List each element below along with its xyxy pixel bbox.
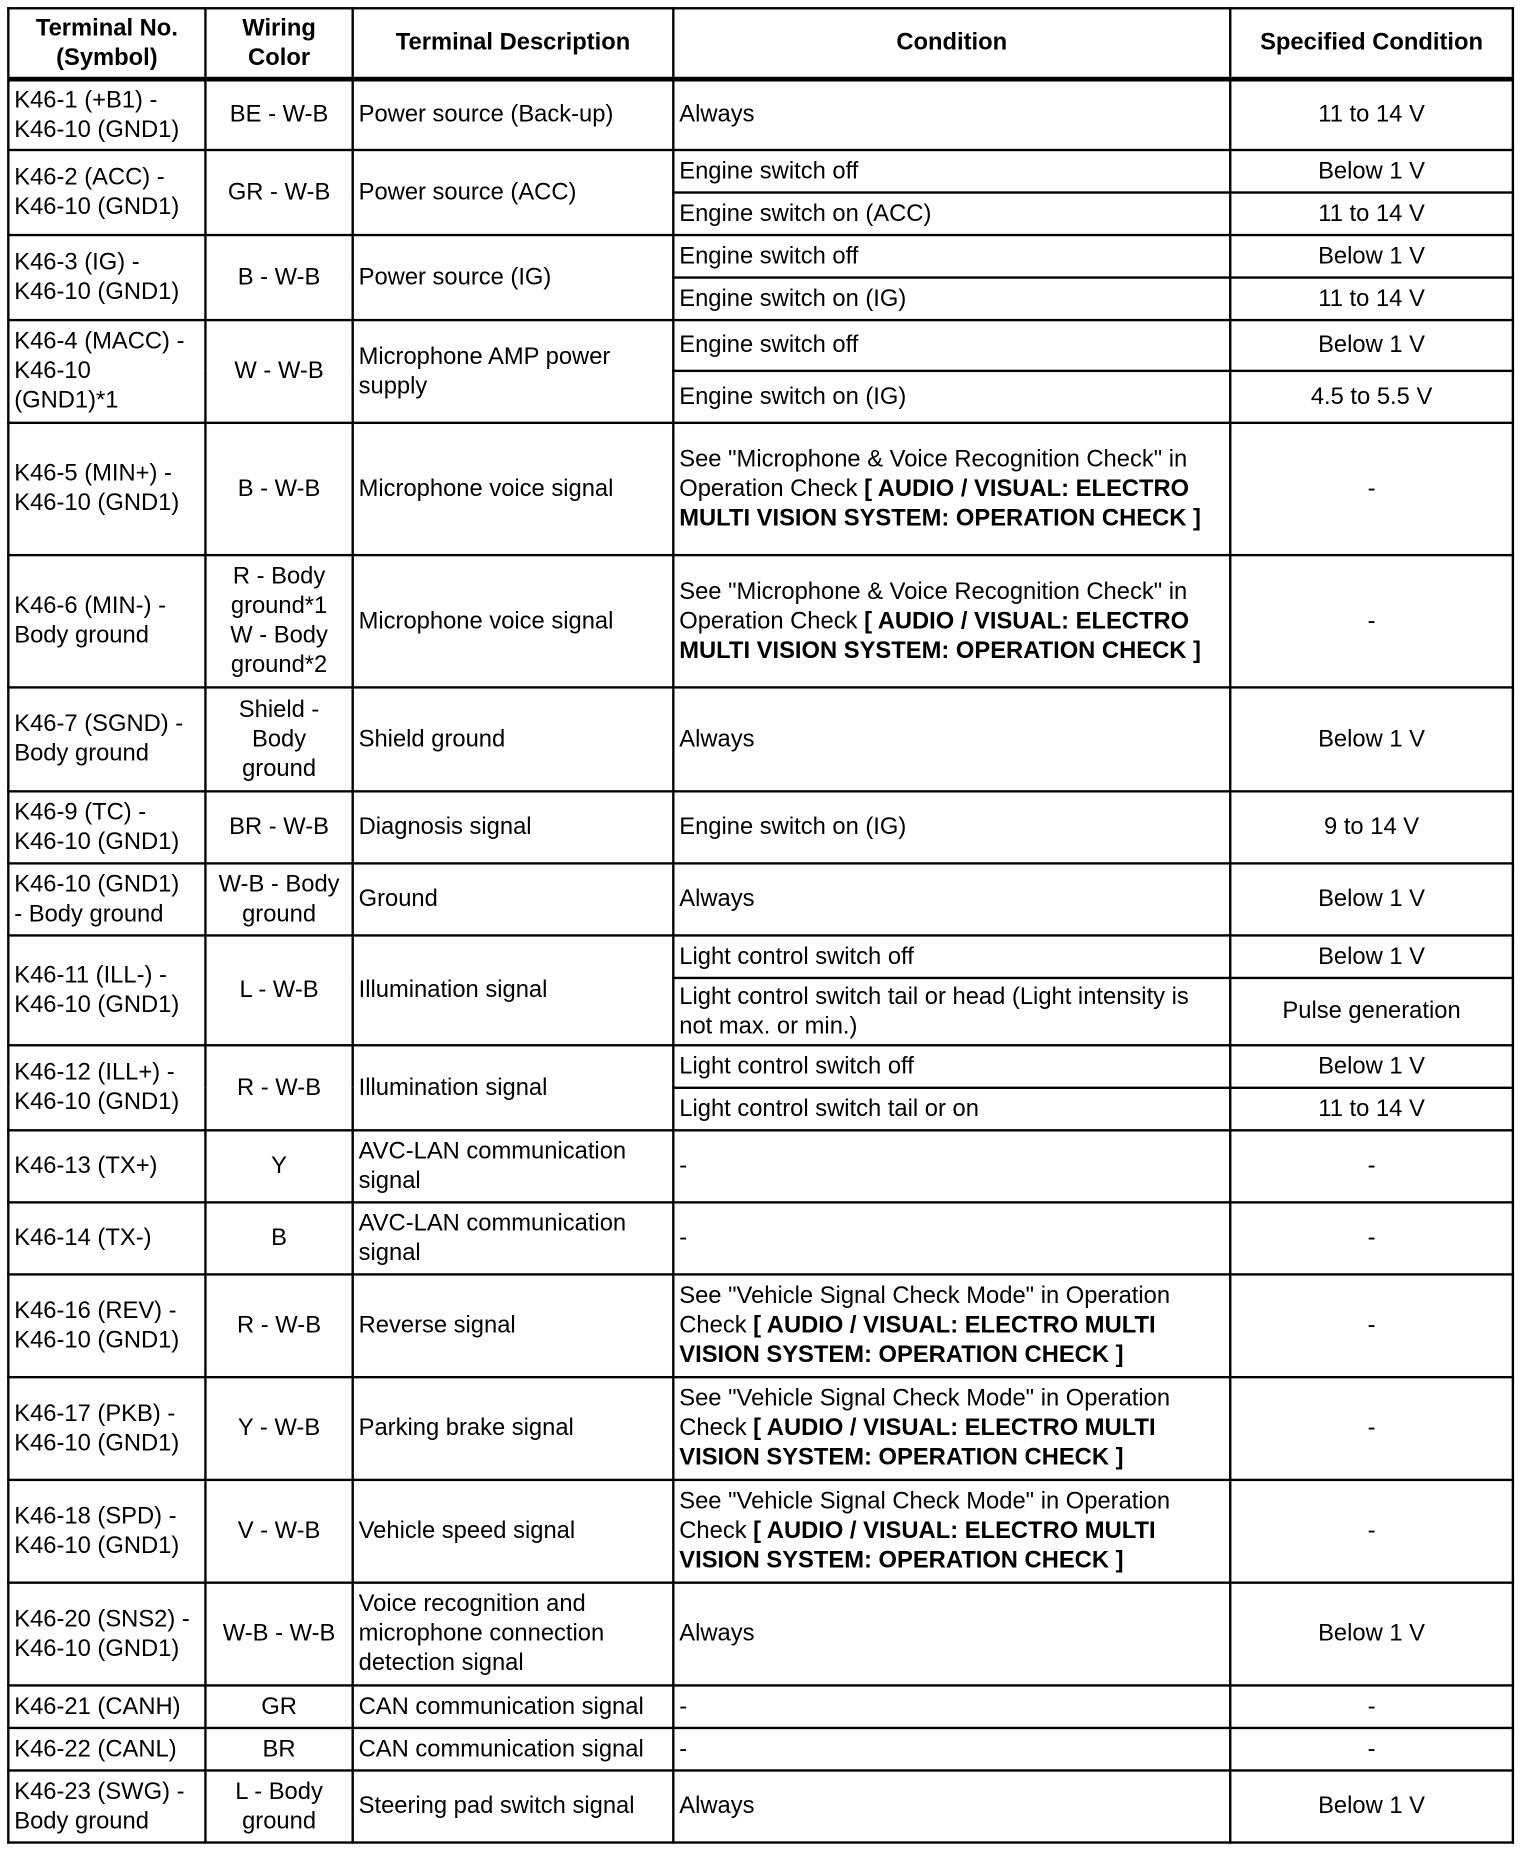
table-row (8, 320, 1513, 371)
cell-wiring-color: V - W-B (205, 1480, 352, 1583)
cell-condition (673, 193, 1230, 236)
operation-check-reference: [ AUDIO / VISUAL: ELECTRO MULTI VISION SYSTEM: OPERATION CHECK ] (679, 1414, 1156, 1471)
table-row (8, 1130, 1513, 1202)
table-row (8, 1377, 1513, 1480)
condition-text: - (679, 1152, 688, 1179)
cell-condition (673, 935, 1230, 978)
cell-terminal-description: Power source (Back-up) (353, 79, 674, 150)
cell-specified-condition: 11 to 14 V (1230, 1088, 1513, 1131)
cell-condition (673, 235, 1230, 278)
cell-terminal-description: Shield ground (353, 687, 674, 791)
table-row (8, 791, 1513, 863)
cell-condition (673, 978, 1230, 1045)
cell-wiring-color: Y (205, 1130, 352, 1202)
cell-condition (673, 371, 1230, 423)
condition-text: Always (679, 725, 755, 752)
cell-terminal: K46-5 (MIN+) - K46-10 (GND1) (8, 423, 205, 555)
cell-terminal: K46-17 (PKB) - K46-10 (GND1) (8, 1377, 205, 1480)
cell-terminal-description: Steering pad switch signal (353, 1770, 674, 1842)
cell-terminal: K46-9 (TC) - K46-10 (GND1) (8, 791, 205, 863)
cell-condition (673, 687, 1230, 791)
condition-text: - (679, 1224, 688, 1251)
condition-text: - (679, 1693, 688, 1720)
cell-wiring-color: Y - W-B (205, 1377, 352, 1480)
header-specified-condition: Specified Condition (1230, 8, 1513, 79)
operation-check-reference: [ AUDIO / VISUAL: ELECTRO MULTI VISION SYSTEM: OPERATION CHECK ] (679, 1517, 1156, 1574)
table-row (8, 235, 1513, 278)
cell-specified-condition: - (1230, 1274, 1513, 1377)
cell-condition (673, 1274, 1230, 1377)
condition-text: Always (679, 101, 755, 128)
cell-terminal-description: Illumination signal (353, 1045, 674, 1130)
cell-condition (673, 320, 1230, 371)
cell-terminal: K46-22 (CANL) (8, 1728, 205, 1771)
cell-condition (673, 1770, 1230, 1842)
cell-condition (673, 1480, 1230, 1583)
cell-terminal: K46-21 (CANH) (8, 1685, 205, 1728)
header-terminal-description: Terminal Description (353, 8, 674, 79)
cell-wiring-color: BE - W-B (205, 79, 352, 150)
cell-wiring-color: R - Body ground*1 W - Body ground*2 (205, 555, 352, 687)
cell-condition (673, 1088, 1230, 1131)
condition-text: See "Vehicle Signal Check Mode" in Operation Check (679, 1385, 1171, 1441)
cell-terminal-description: Diagnosis signal (353, 791, 674, 863)
cell-wiring-color: GR (205, 1685, 352, 1728)
cell-specified-condition: - (1230, 1377, 1513, 1480)
condition-text: Engine switch on (IG) (679, 813, 907, 840)
cell-wiring-color: L - W-B (205, 935, 352, 1045)
cell-terminal-description: AVC-LAN communication signal (353, 1130, 674, 1202)
cell-condition (673, 79, 1230, 150)
operation-check-reference: [ AUDIO / VISUAL: ELECTRO MULTI VISION SYSTEM: OPERATION CHECK ] (679, 607, 1201, 664)
cell-condition (673, 1377, 1230, 1480)
cell-specified-condition: Below 1 V (1230, 687, 1513, 791)
condition-text: Light control switch tail or on (679, 1095, 979, 1122)
table-row (8, 1728, 1513, 1771)
cell-terminal-description: Voice recognition and microphone connection detection signal (353, 1583, 674, 1686)
cell-terminal: K46-10 (GND1) - Body ground (8, 863, 205, 935)
table-row (8, 1480, 1513, 1583)
condition-text: See "Vehicle Signal Check Mode" in Operation Check (679, 1282, 1171, 1339)
cell-terminal: K46-18 (SPD) - K46-10 (GND1) (8, 1480, 205, 1583)
cell-terminal-description: Power source (ACC) (353, 150, 674, 235)
cell-terminal: K46-6 (MIN-) - Body ground (8, 555, 205, 687)
cell-specified-condition: Below 1 V (1230, 150, 1513, 193)
cell-wiring-color: W-B - W-B (205, 1583, 352, 1686)
table-row (8, 1685, 1513, 1728)
cell-terminal-description: Vehicle speed signal (353, 1480, 674, 1583)
operation-check-reference: [ AUDIO / VISUAL: ELECTRO MULTI VISION SYSTEM: OPERATION CHECK ] (679, 1312, 1156, 1368)
table-row (8, 423, 1513, 555)
cell-condition (673, 791, 1230, 863)
cell-wiring-color: B (205, 1202, 352, 1274)
cell-wiring-color: Shield - Body ground (205, 687, 352, 791)
condition-text: Engine switch off (679, 331, 859, 358)
condition-text: Engine switch on (ACC) (679, 200, 932, 227)
cell-terminal-description: Illumination signal (353, 935, 674, 1045)
cell-terminal-description: Microphone voice signal (353, 423, 674, 555)
header-condition: Condition (673, 8, 1230, 79)
cell-condition (673, 1202, 1230, 1274)
cell-specified-condition: 11 to 14 V (1230, 193, 1513, 236)
header-terminal: Terminal No. (Symbol) (8, 8, 205, 79)
cell-specified-condition: - (1230, 1480, 1513, 1583)
cell-specified-condition: 9 to 14 V (1230, 791, 1513, 863)
header-wiring-color: Wiring Color (205, 8, 352, 79)
condition-text: See "Microphone & Voice Recognition Check" in Operation Check (679, 578, 1188, 634)
cell-condition (673, 863, 1230, 935)
cell-condition (673, 1583, 1230, 1686)
cell-specified-condition: 11 to 14 V (1230, 278, 1513, 321)
cell-wiring-color: R - W-B (205, 1274, 352, 1377)
table-row (8, 1770, 1513, 1842)
table-row (8, 555, 1513, 687)
condition-text: Always (679, 885, 755, 912)
cell-specified-condition: - (1230, 1130, 1513, 1202)
cell-terminal: K46-7 (SGND) - Body ground (8, 687, 205, 791)
cell-terminal: K46-3 (IG) - K46-10 (GND1) (8, 235, 205, 320)
condition-text: - (679, 1735, 688, 1762)
cell-wiring-color: BR (205, 1728, 352, 1771)
cell-specified-condition: - (1230, 1685, 1513, 1728)
table-body (8, 79, 1513, 1842)
condition-text: Engine switch on (IG) (679, 285, 907, 312)
cell-specified-condition: Pulse generation (1230, 978, 1513, 1045)
cell-terminal-description: Ground (353, 863, 674, 935)
condition-text: Engine switch on (IG) (679, 383, 907, 410)
cell-terminal-description: AVC-LAN communication signal (353, 1202, 674, 1274)
condition-text: Light control switch off (679, 1052, 914, 1079)
cell-specified-condition: Below 1 V (1230, 1770, 1513, 1842)
cell-specified-condition: Below 1 V (1230, 320, 1513, 371)
cell-specified-condition: - (1230, 555, 1513, 687)
cell-specified-condition: 4.5 to 5.5 V (1230, 371, 1513, 423)
cell-terminal: K46-23 (SWG) - Body ground (8, 1770, 205, 1842)
cell-specified-condition: Below 1 V (1230, 1583, 1513, 1686)
cell-terminal-description: CAN communication signal (353, 1685, 674, 1728)
terminal-spec-table (7, 7, 1514, 1844)
cell-wiring-color: BR - W-B (205, 791, 352, 863)
cell-terminal: K46-2 (ACC) - K46-10 (GND1) (8, 150, 205, 235)
condition-text: Light control switch off (679, 943, 914, 970)
cell-terminal: K46-16 (REV) - K46-10 (GND1) (8, 1274, 205, 1377)
cell-terminal: K46-13 (TX+) (8, 1130, 205, 1202)
cell-condition (673, 1130, 1230, 1202)
condition-text: Light control switch tail or head (Light intensity is not max. or min.) (679, 983, 1189, 1039)
table-header-row (8, 8, 1513, 79)
cell-wiring-color: W-B - Body ground (205, 863, 352, 935)
condition-text: Always (679, 1620, 755, 1647)
cell-terminal: K46-1 (+B1) - K46-10 (GND1) (8, 79, 205, 150)
table-row (8, 687, 1513, 791)
cell-specified-condition: 11 to 14 V (1230, 79, 1513, 150)
condition-text: Engine switch off (679, 157, 859, 184)
table-row (8, 1202, 1513, 1274)
condition-text: Engine switch off (679, 242, 859, 269)
cell-condition (673, 555, 1230, 687)
condition-text: See "Microphone & Voice Recognition Check" in Operation Check (679, 445, 1188, 502)
cell-condition (673, 423, 1230, 555)
cell-terminal-description: Power source (IG) (353, 235, 674, 320)
cell-terminal: K46-12 (ILL+) - K46-10 (GND1) (8, 1045, 205, 1130)
cell-wiring-color: GR - W-B (205, 150, 352, 235)
condition-text: See "Vehicle Signal Check Mode" in Operation Check (679, 1488, 1171, 1544)
cell-specified-condition: - (1230, 1202, 1513, 1274)
cell-condition (673, 1685, 1230, 1728)
table-row (8, 1045, 1513, 1088)
cell-wiring-color: R - W-B (205, 1045, 352, 1130)
cell-wiring-color: B - W-B (205, 235, 352, 320)
cell-specified-condition: - (1230, 1728, 1513, 1771)
cell-terminal-description: Reverse signal (353, 1274, 674, 1377)
table-row (8, 150, 1513, 193)
cell-terminal-description: CAN communication signal (353, 1728, 674, 1771)
cell-condition (673, 1728, 1230, 1771)
cell-condition (673, 150, 1230, 193)
cell-specified-condition: Below 1 V (1230, 235, 1513, 278)
cell-condition (673, 278, 1230, 321)
cell-specified-condition: - (1230, 423, 1513, 555)
cell-specified-condition: Below 1 V (1230, 863, 1513, 935)
condition-text: Always (679, 1792, 755, 1819)
cell-terminal: K46-20 (SNS2) - K46-10 (GND1) (8, 1583, 205, 1686)
table-row (8, 935, 1513, 978)
table-row (8, 1583, 1513, 1686)
cell-wiring-color: L - Body ground (205, 1770, 352, 1842)
cell-terminal-description: Parking brake signal (353, 1377, 674, 1480)
cell-terminal-description: Microphone voice signal (353, 555, 674, 687)
cell-wiring-color: W - W-B (205, 320, 352, 423)
table-row (8, 79, 1513, 150)
cell-terminal: K46-4 (MACC) - K46-10 (GND1)*1 (8, 320, 205, 423)
operation-check-reference: [ AUDIO / VISUAL: ELECTRO MULTI VISION SYSTEM: OPERATION CHECK ] (679, 475, 1201, 531)
cell-terminal-description: Microphone AMP power supply (353, 320, 674, 423)
table-row (8, 863, 1513, 935)
cell-terminal: K46-14 (TX-) (8, 1202, 205, 1274)
table-row (8, 1274, 1513, 1377)
cell-specified-condition: Below 1 V (1230, 935, 1513, 978)
cell-terminal: K46-11 (ILL-) - K46-10 (GND1) (8, 935, 205, 1045)
cell-condition (673, 1045, 1230, 1088)
cell-specified-condition: Below 1 V (1230, 1045, 1513, 1088)
cell-wiring-color: B - W-B (205, 423, 352, 555)
